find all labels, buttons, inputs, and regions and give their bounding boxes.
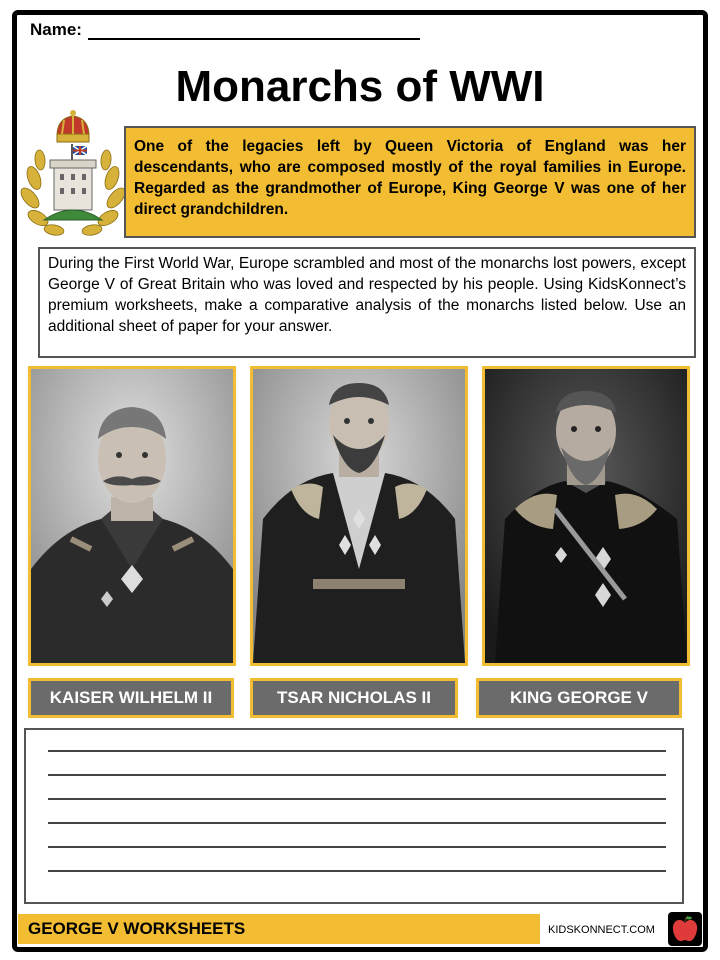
name-input-line[interactable] — [88, 22, 420, 40]
instructions-box: During the First World War, Europe scrambled and most of the monarchs lost powers, except George V of Great Britain who was loved and respected by his people. Using KidsKonnect’s premium worksheets, make a comparative analysis of the monarchs listed below. Use an additional sheet of paper for your answer. — [38, 247, 696, 358]
label-king-george: KING GEORGE V — [476, 678, 682, 718]
label-kaiser-wilhelm: KAISER WILHELM II — [28, 678, 234, 718]
crest-icon — [20, 108, 126, 238]
answer-line[interactable] — [48, 774, 666, 776]
answer-line[interactable] — [48, 822, 666, 824]
answer-line[interactable] — [48, 846, 666, 848]
name-label: Name: — [30, 20, 82, 39]
footer-site: KIDSKONNECT.COM — [548, 924, 655, 936]
portrait-tsar-nicholas — [250, 366, 468, 666]
apple-logo-icon — [668, 912, 702, 946]
answer-line[interactable] — [48, 870, 666, 872]
page-title: Monarchs of WWI — [175, 62, 545, 111]
answer-box[interactable] — [24, 728, 684, 904]
label-tsar-nicholas: TSAR NICHOLAS II — [250, 678, 458, 718]
answer-line[interactable] — [48, 750, 666, 752]
portrait-kaiser-wilhelm — [28, 366, 236, 666]
answer-line[interactable] — [48, 798, 666, 800]
intro-box: One of the legacies left by Queen Victoria of England was her descendants, who are composed mostly of the royal families in Europe. Regarded as the grandmother of Europe, King George V was one of her direct grandchildren. — [124, 126, 696, 238]
portrait-king-george — [482, 366, 690, 666]
name-row — [30, 20, 420, 40]
footer-title: GEORGE V WORKSHEETS — [18, 914, 540, 944]
